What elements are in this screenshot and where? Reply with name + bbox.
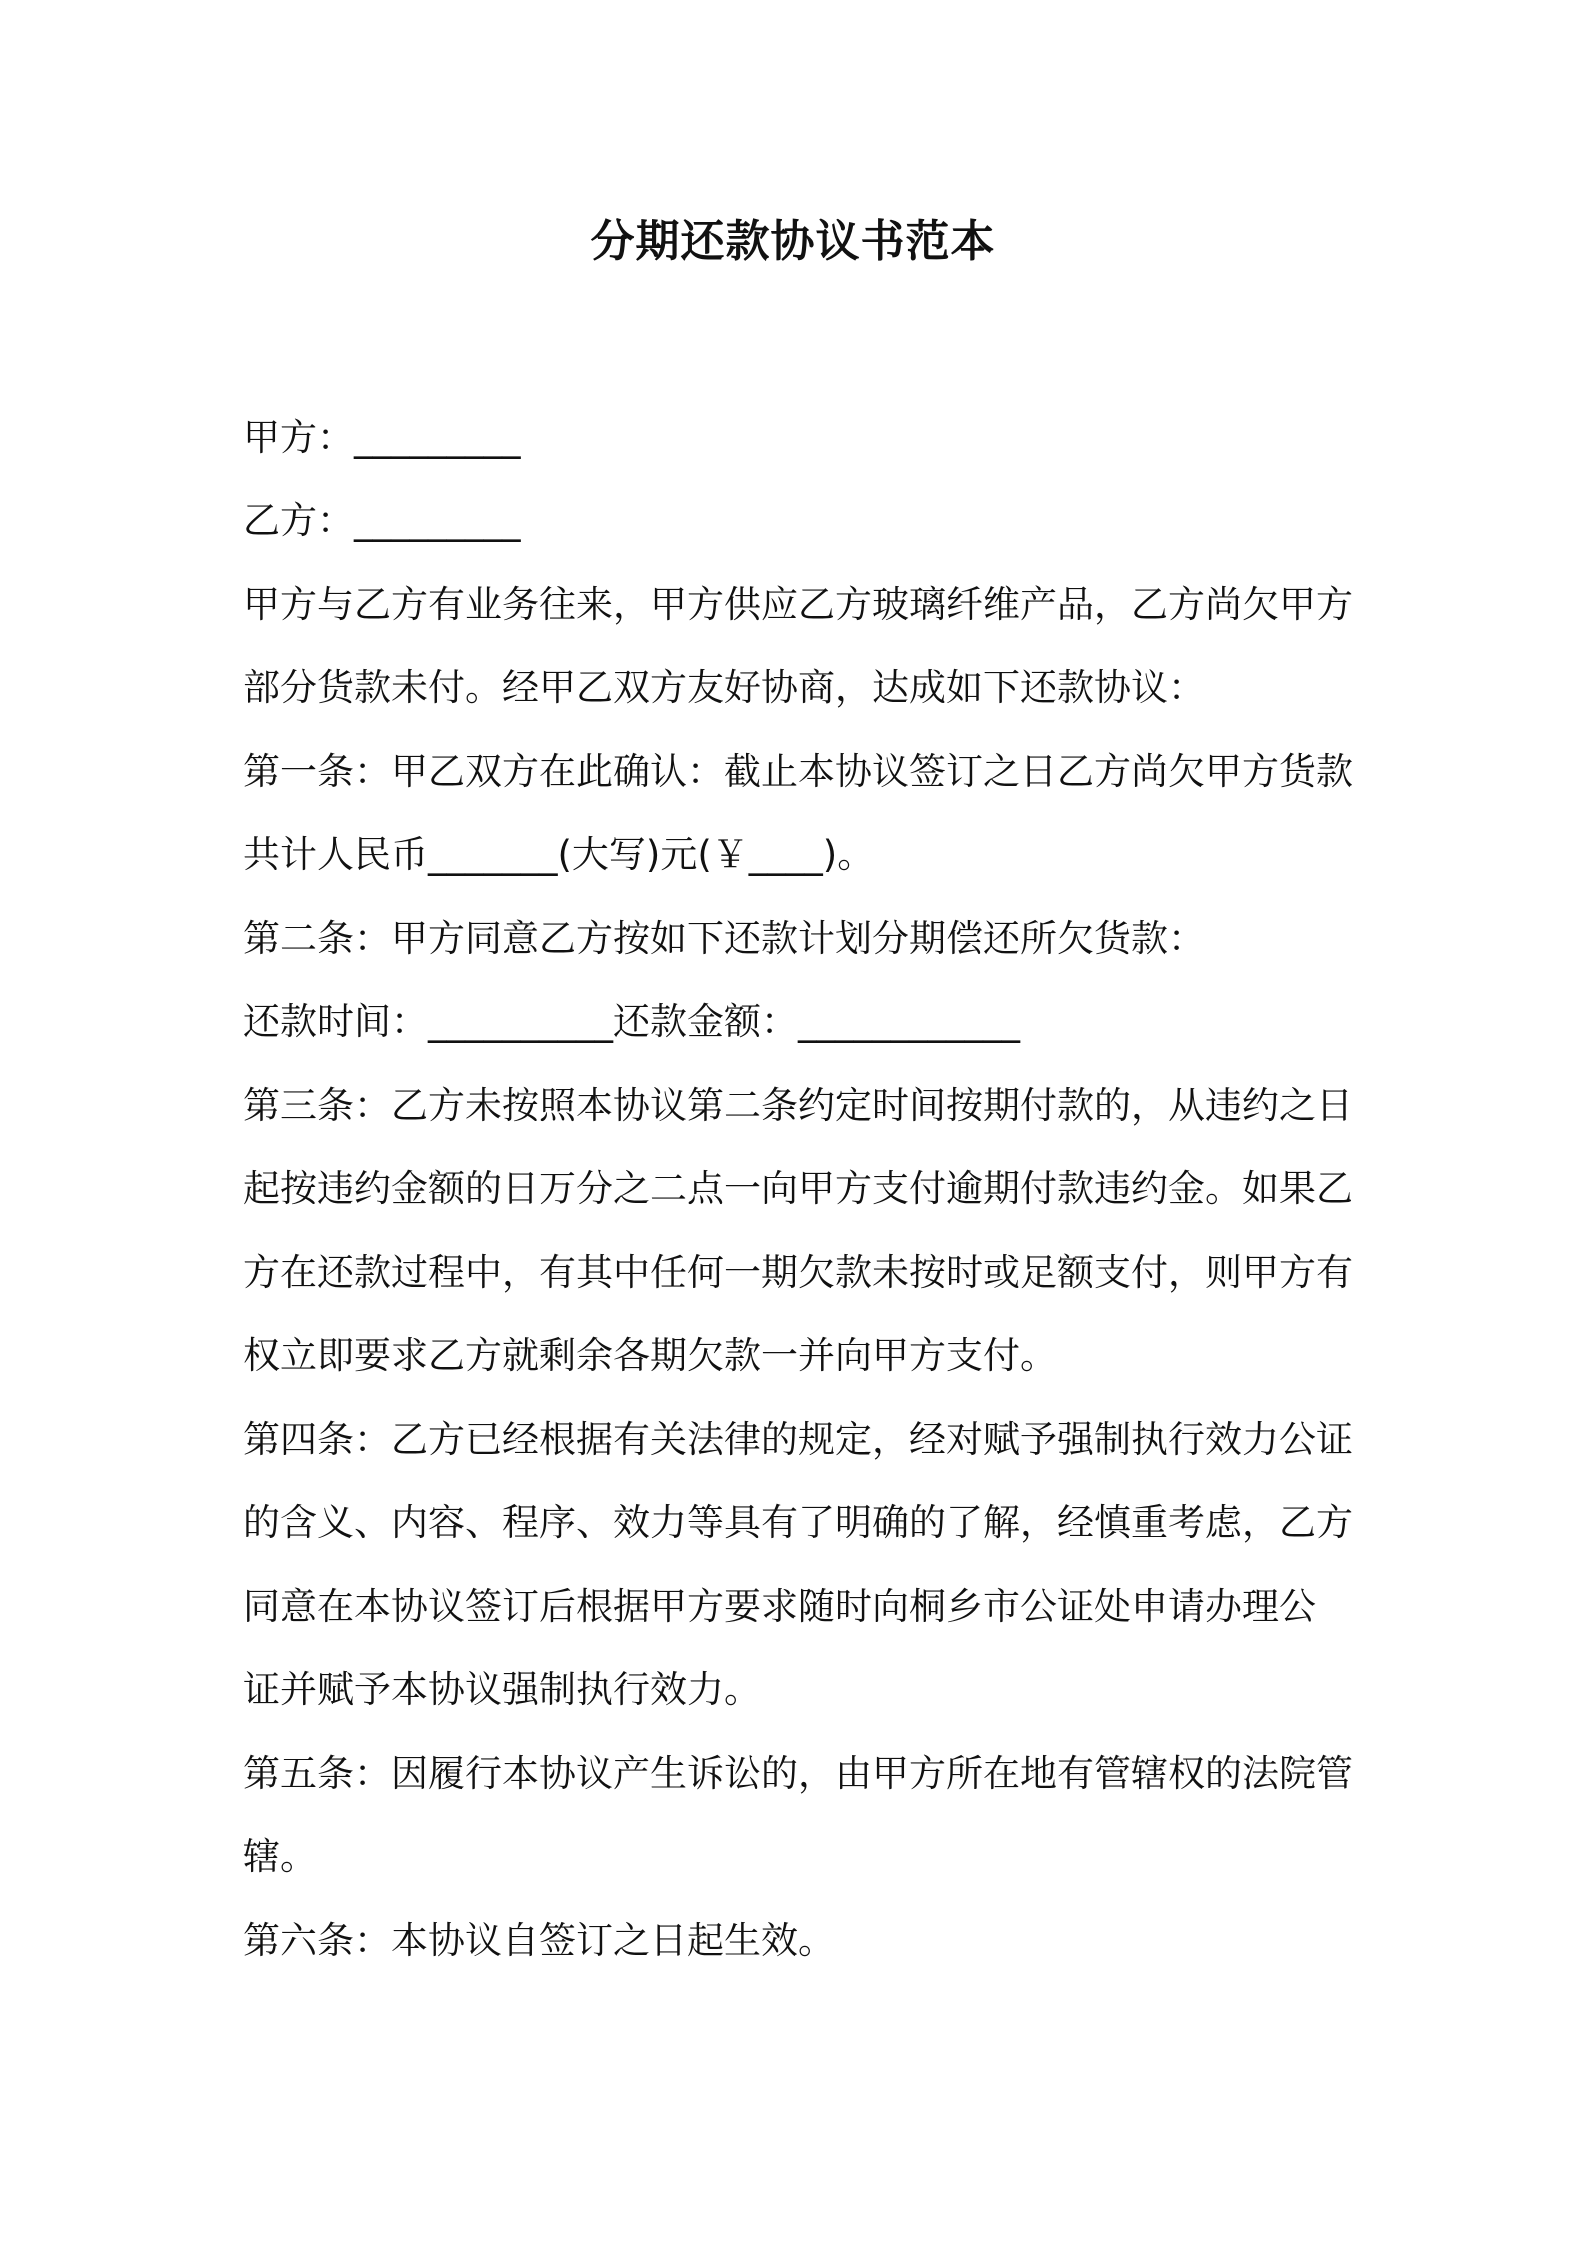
article-3-line-3: 方在还款过程中，有其中任何一期欠款未按时或足额支付，则甲方有 — [243, 1251, 1353, 1294]
article-1-line-1: 第一条：甲乙双方在此确认：截止本协议签订之日乙方尚欠甲方货款 — [243, 750, 1353, 793]
party-a-line: 甲方：_________ — [243, 416, 521, 459]
repayment-schedule-line: 还款时间：__________还款金额：____________ — [243, 1000, 1020, 1043]
article-1-line-2: 共计人民币_______(大写)元(￥____)。 — [243, 833, 875, 876]
preamble-line-2: 部分货款未付。经甲乙双方友好协商，达成如下还款协议： — [243, 666, 1205, 709]
article-2-line-1: 第二条：甲方同意乙方按如下还款计划分期偿还所欠货款： — [243, 917, 1205, 960]
article-5-line-2: 辖。 — [243, 1835, 317, 1878]
preamble-line-1: 甲方与乙方有业务往来，甲方供应乙方玻璃纤维产品，乙方尚欠甲方 — [243, 583, 1353, 626]
article-4-line-4: 证并赋予本协议强制执行效力。 — [243, 1668, 761, 1711]
article-5-line-1: 第五条：因履行本协议产生诉讼的，由甲方所在地有管辖权的法院管 — [243, 1752, 1353, 1795]
article-4-line-2: 的含义、内容、程序、效力等具有了明确的了解，经慎重考虑，乙方 — [243, 1501, 1353, 1544]
article-4-line-1: 第四条：乙方已经根据有关法律的规定，经对赋予强制执行效力公证 — [243, 1418, 1353, 1461]
article-4-line-3: 同意在本协议签订后根据甲方要求随时向桐乡市公证处申请办理公 — [243, 1585, 1316, 1628]
article-3-line-2: 起按违约金额的日万分之二点一向甲方支付逾期付款违约金。如果乙 — [243, 1167, 1353, 1210]
party-b-line: 乙方：_________ — [243, 499, 521, 542]
document-title: 分期还款协议书范本 — [590, 216, 996, 267]
article-3-line-4: 权立即要求乙方就剩余各期欠款一并向甲方支付。 — [243, 1334, 1057, 1377]
article-6-line-1: 第六条：本协议自签订之日起生效。 — [243, 1919, 835, 1962]
article-3-line-1: 第三条：乙方未按照本协议第二条约定时间按期付款的，从违约之日 — [243, 1084, 1353, 1127]
